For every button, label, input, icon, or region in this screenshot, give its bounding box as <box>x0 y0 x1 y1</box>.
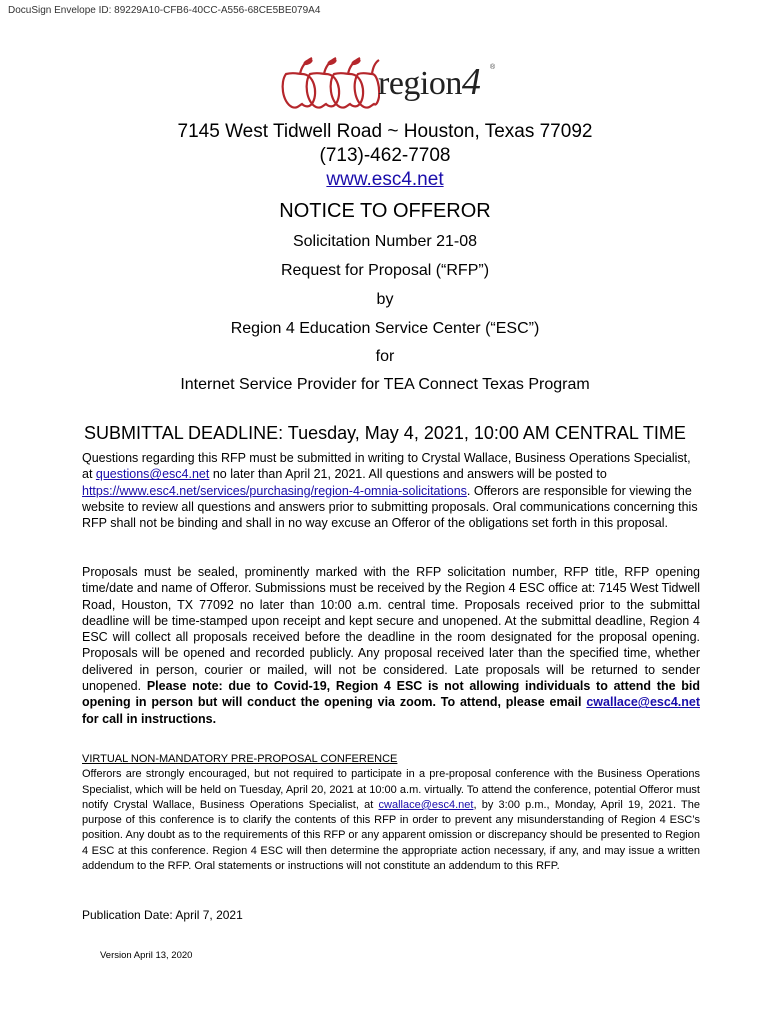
region4-logo <box>280 52 500 114</box>
phone: (713)-462-7708 <box>319 145 451 166</box>
version-note: Version April 13, 2020 <box>100 950 193 961</box>
apples-logo-icon <box>280 52 380 114</box>
by-text: by <box>376 291 394 308</box>
request-for-proposal: Request for Proposal (“RFP”) <box>280 262 490 279</box>
organization-name: Region 4 Education Service Center (“ESC”) <box>230 320 540 337</box>
docusign-envelope-id: DocuSign Envelope ID: 89229A10-CFB6-40CC-A556-68CE5BE079A4 <box>8 5 321 16</box>
solicitation-number: Solicitation Number 21-08 <box>292 233 478 250</box>
conference-paragraph: VIRTUAL NON-MANDATORY PRE-PROPOSAL CONFERENCE Offerors are strongly encouraged, but not required to participate in a pre-proposal conference with the Business Operations Specialist, which will be held on Tuesday, April 20, 2021 at 10:00 a.m. virtually. To attend the conference, potential Offeror must notify Crystal Wallace, Business Operations Specialist, at cwallace@esc4.net, by 3:00 p.m., Monday, April 19, 2021. The purpose of this conference is to clarify the contents of this RFP in order to prevent any misunderstanding of Region 4 ESC’s position. Any doubt as to the requirements of this RFP or any apparent omission or discrepancy should be presented to Region 4 ESC at this conference. Region 4 ESC will then determine the appropriate action necessary, if any, and may issue a written addendum to the RFP. Oral statements or instructions will not constitute an addendum to this RFP. <box>82 753 701 873</box>
for-text: for <box>375 348 395 365</box>
conference-email-link[interactable]: cwallace@esc4.net <box>378 798 474 811</box>
proposals-paragraph: Proposals must be sealed, prominently marked with the RFP solicitation number, RFP title, RFP opening time/date and name of Offeror. Submissions must be received by the Region 4 ESC office at: 7145 West Tidwell Road, Houston, TX 77092 no later than 10:00 a.m. central time. Proposals received prior to the submittal deadline will be time-stamped upon receipt and kept secure and unopened. At the submittal deadline, Region 4 ESC will collect all proposals received before the deadline in the room designated for the proposal opening. Proposals will be opened and recorded publicly. Any proposal received later than the specified time, whether delivered in person, courier or mailed, will not be considered. Late proposals will be returned to sender unopened. Please note: due to Covid-19, Region 4 ESC is not allowing individuals to attend the bid opening in person but will conduct the opening via zoom. To attend, please email cwallace@esc4.net for call in instructions. <box>82 565 700 726</box>
website-link[interactable]: www.esc4.net <box>326 169 444 190</box>
cwallace-email-link[interactable]: cwallace@esc4.net <box>586 695 700 710</box>
contact-block <box>0 120 770 192</box>
notice-title: NOTICE TO OFFEROR <box>279 200 491 222</box>
solicitations-url-link[interactable]: https://www.esc4.net/services/purchasing/region-4-omnia-solicitations <box>82 483 467 498</box>
questions-paragraph: Questions regarding this RFP must be submitted in writing to Crystal Wallace, Business Operations Specialist, at questions@esc4.net no later than April 21, 2021. All questions and answers will be posted to https://www.esc4.net/services/purchasing/region-4-omnia-solicitations. Offerors are responsible for viewing the website to review all questions and answers prior to submitting proposals. Oral communications concerning this RFP shall not be binding and shall in no way excuse an Offeror of the obligations set forth in this proposal. <box>82 451 698 531</box>
submittal-deadline: SUBMITTAL DEADLINE: Tuesday, May 4, 2021, 10:00 AM CENTRAL TIME <box>84 423 686 443</box>
questions-email-link[interactable]: questions@esc4.net <box>95 467 210 482</box>
program-title: Internet Service Provider for TEA Connect Texas Program <box>180 376 590 393</box>
address: 7145 West Tidwell Road ~ Houston, Texas 77092 <box>177 121 593 142</box>
registered-mark: ® <box>490 64 496 71</box>
logo-wordmark: region4 <box>378 61 481 103</box>
publication-date: Publication Date: April 7, 2021 <box>82 908 243 922</box>
conference-heading: VIRTUAL NON-MANDATORY PRE-PROPOSAL CONFERENCE <box>82 753 398 765</box>
